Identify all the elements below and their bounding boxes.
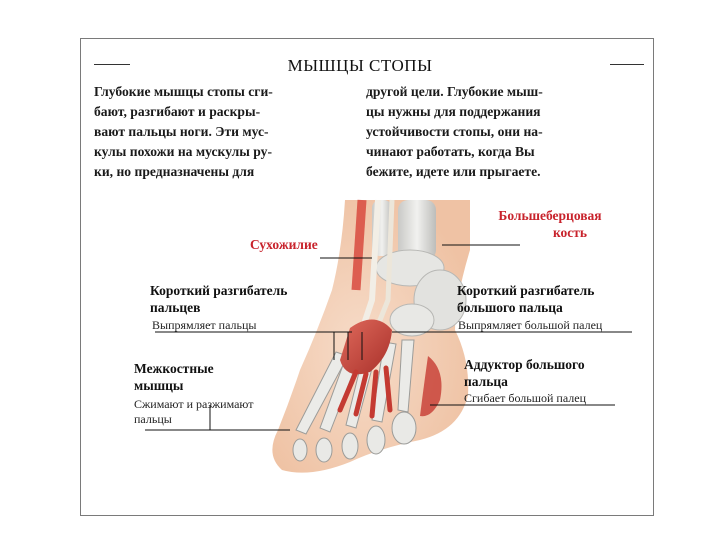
- toe-bone: [342, 433, 358, 459]
- desc-line: пальцы: [134, 412, 172, 426]
- label-line: Короткий разгибатель: [150, 283, 288, 298]
- toe-bone: [293, 439, 307, 461]
- desc-line: Выпрямляет пальцы: [152, 318, 257, 332]
- label-tibia-line: кость: [552, 225, 588, 240]
- label-ext-hallucis-brevis: [457, 282, 594, 316]
- desc-line: Выпрямляет большой палец: [458, 318, 603, 332]
- label-line: пальца: [464, 374, 508, 389]
- intro-right-line: чинают работать, когда Вы: [366, 144, 535, 159]
- navicular-bone: [390, 304, 434, 336]
- page-title: МЫШЦЫ СТОПЫ: [287, 56, 433, 75]
- toe-bone: [367, 426, 385, 454]
- intro-left-line: ки, но предназначены для: [94, 164, 255, 179]
- intro-left-line: бают, разгибают и раскры-: [94, 104, 261, 119]
- label-tibia: [470, 207, 630, 241]
- intro-right-line: устойчивости стопы, они на-: [366, 124, 543, 139]
- label-line: мышцы: [134, 378, 184, 393]
- intro-right-line: бежите, идете или прыгаете.: [366, 164, 541, 179]
- desc-adductor-hallucis: [464, 391, 586, 406]
- label-line: Аддуктор большого: [464, 357, 585, 372]
- label-line: Межкостные: [134, 361, 214, 376]
- intro-left-line: кулы похожи на мускулы ру-: [94, 144, 272, 159]
- desc-ext-digitorum-brevis: [152, 318, 256, 333]
- label-line: Короткий разгибатель: [457, 283, 595, 298]
- toe-bone: [316, 438, 332, 462]
- tendon: [356, 200, 362, 290]
- label-line: большого пальца: [457, 300, 563, 315]
- intro-right-line: другой цели. Глубокие мыш-: [366, 84, 543, 99]
- intro-left-line: вают пальцы ноги. Эти мус-: [94, 124, 269, 139]
- intro-left-line: Глубокие мышцы стопы сги-: [94, 84, 273, 99]
- label-interossei: [134, 360, 214, 394]
- label-adductor-hallucis: [464, 356, 585, 390]
- toe-bone: [392, 412, 416, 444]
- label-line: пальцев: [150, 300, 201, 315]
- desc-ext-hallucis-brevis: [458, 318, 602, 333]
- intro-right-line: цы нужны для поддержания: [366, 104, 541, 119]
- label-tendon: Сухожилие: [250, 237, 318, 252]
- desc-line: Сжимают и разжимают: [134, 397, 254, 411]
- desc-interossei: [134, 397, 253, 427]
- label-tibia-line: Большеберцовая: [498, 208, 602, 223]
- desc-line: Сгибает большой палец: [464, 391, 587, 405]
- label-ext-digitorum-brevis: [150, 282, 287, 316]
